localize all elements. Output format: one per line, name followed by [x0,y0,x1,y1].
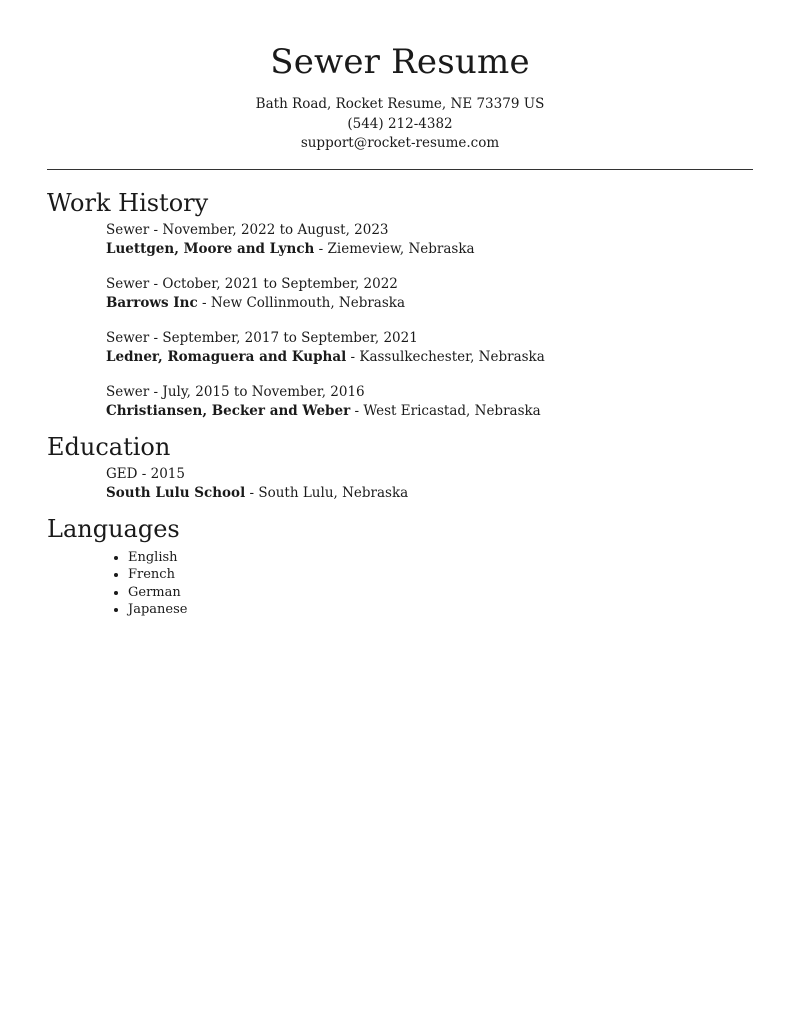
work-history-section [47,187,753,421]
work-role: Sewer [106,329,150,346]
work-employer: Ledner, Romaguera and Kuphal [106,348,347,365]
education-entry-title-line [106,465,753,484]
education-entries [47,465,753,503]
education-school: South Lulu School [106,484,246,501]
resume-header [47,0,753,154]
languages-section [47,513,753,619]
education-entry [106,465,753,503]
work-employer: Christiansen, Becker and Weber [106,402,351,419]
work-dates: October, 2021 to September, 2022 [162,275,398,292]
work-entry-employer-line [106,294,753,313]
work-entry-title-line [106,383,753,402]
work-entry [106,329,753,367]
work-location: West Ericastad, Nebraska [363,402,541,419]
work-dates: November, 2022 to August, 2023 [162,221,389,238]
work-role: Sewer [106,383,150,400]
contact-phone: (544) 212-4382 [347,115,453,132]
header-divider [47,169,753,170]
work-dates: July, 2015 to November, 2016 [162,383,365,400]
language-item: • English [128,549,753,567]
work-location: New Collinmouth, Nebraska [210,294,406,311]
separator: - [346,348,360,365]
separator: - [197,294,211,311]
separator: - [149,275,163,292]
languages-heading: Languages [47,514,180,543]
education-entry-school-line [106,484,753,503]
work-entry [106,221,753,259]
work-entry-employer-line [106,402,753,421]
languages-list [47,549,753,619]
work-history-heading: Work History [47,188,209,217]
work-history-entries [47,221,753,421]
work-entry-title-line [106,275,753,294]
language-item: • Japanese [128,601,753,619]
language-item: • German [128,584,753,602]
contact-block [47,95,753,154]
separator: - [149,383,163,400]
work-role: Sewer [106,221,150,238]
work-location: Ziemeview, Nebraska [327,240,475,257]
work-entry-employer-line [106,348,753,367]
separator: - [137,465,151,482]
separator: - [149,221,163,238]
education-location: South Lulu, Nebraska [258,484,409,501]
work-employer: Barrows Inc [106,294,198,311]
work-dates: September, 2017 to September, 2021 [162,329,418,346]
separator: - [245,484,259,501]
work-entry [106,383,753,421]
work-role: Sewer [106,275,150,292]
education-heading: Education [47,432,171,461]
work-entry [106,275,753,313]
separator: - [314,240,328,257]
language-item: • French [128,566,753,584]
education-year: 2015 [150,465,185,482]
work-entry-title-line [106,221,753,240]
resume-title: Sewer Resume [270,42,530,82]
work-entry-employer-line [106,240,753,259]
education-degree: GED [106,465,138,482]
education-section [47,431,753,503]
work-location: Kassulkechester, Nebraska [359,348,545,365]
separator: - [149,329,163,346]
work-employer: Luettgen, Moore and Lynch [106,240,315,257]
work-entry-title-line [106,329,753,348]
separator: - [350,402,364,419]
contact-address: Bath Road, Rocket Resume, NE 73379 US [255,96,545,112]
contact-email: support@rocket-resume.com [300,135,500,151]
